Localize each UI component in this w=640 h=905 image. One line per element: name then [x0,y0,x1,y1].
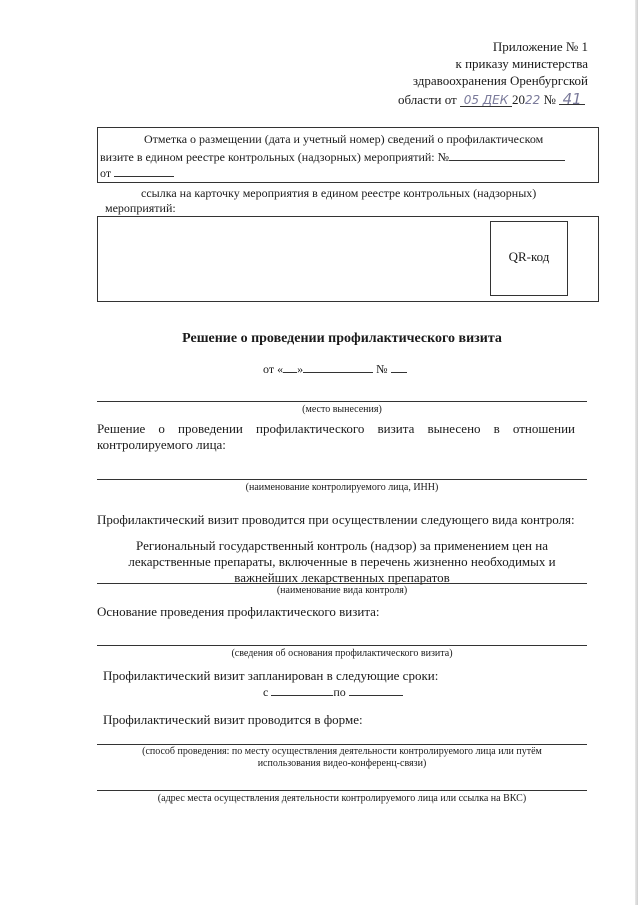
link-line-1: ссылка на карточку мероприятия в едином реестре контрольных (надзорных) [141,186,537,200]
document-title: Решение о проведении профилактического визита [182,331,502,346]
appendix-ministry-line: здравоохранения Оренбургской [412,73,588,88]
control-type-line-1: Региональный государственный контроль (надзор) за применением цен на [136,538,548,553]
day-field[interactable] [283,360,297,373]
registry-line-2-text: визите в едином реестре контрольных (надзорных) мероприятий: № [100,150,450,164]
form-line[interactable] [97,744,587,745]
date-prefix: от « [263,362,284,376]
schedule-label: Профилактический визит запланирован в следующие сроки: [103,668,439,683]
address-caption: (адрес места осуществления деятельности контролируемого лица или ссылка на ВКС) [157,793,527,804]
controlled-person-caption: (наименование контролируемого лица, ИНН) [245,482,439,493]
date-quote-close: » [297,362,304,376]
appendix-date-prefix: области от [398,92,457,107]
appendix-date-field [460,92,512,107]
decision-text-line-1: Решение о проведении профилактического визита вынесено в отношении [97,421,575,436]
address-line[interactable] [97,790,587,791]
form-caption-line-2: использования видео-конференц-связи) [257,758,427,769]
form-label: Профилактический визит проводится в форме: [103,712,363,727]
qr-code-label: QR-код [508,249,550,264]
schedule-row [263,683,403,700]
month-year-field[interactable] [303,360,373,373]
place-caption: (место вынесения) [302,404,382,415]
registry-line-1: Отметка о размещении (дата и учетный номер) сведений о профилактическом [144,132,544,146]
decision-number-label: № [376,362,388,376]
link-box [97,216,599,302]
control-type-line-2: лекарственные препараты, включенные в перечень жизненно необходимых и [128,554,556,569]
decision-number-field[interactable] [391,360,407,373]
control-type-line [97,583,587,584]
registry-line-2 [100,148,565,165]
form-caption-line-1: (способ проведения: по месту осуществления деятельности контролируемого лица или путём [142,746,542,757]
decision-date-row [263,360,407,377]
control-intro: Профилактический визит проводится при осуществлении следующего вида контроля: [97,512,575,527]
registry-date-field[interactable] [114,164,174,177]
registry-line-3 [100,164,174,181]
appendix-year-handwritten: 22 [524,93,541,107]
scan-edge [635,0,638,905]
appendix-title: Приложение № 1 [492,39,588,54]
decision-text-line-2: контролируемого лица: [97,437,226,452]
qr-code-box [490,221,568,296]
control-type-line-3: важнейших лекарственных препаратов [234,570,450,585]
registry-mark-box [97,127,599,183]
schedule-from-field[interactable] [271,683,333,696]
registry-from-label: от [100,166,112,180]
control-type-caption: (наименование вида контроля) [276,585,408,596]
basis-label: Основание проведения профилактического визита: [97,604,380,619]
appendix-year-prefix: 20 [511,92,525,107]
appendix-date-handwritten: 05 ДЕК [463,93,509,107]
link-line-2: мероприятий: [105,201,176,215]
schedule-from-label: с [263,685,269,699]
appendix-number-field [559,90,585,108]
appendix-date-line [398,90,585,108]
place-line[interactable] [97,401,587,402]
appendix-number-label: № [543,92,556,107]
basis-line[interactable] [97,645,587,646]
appendix-number-handwritten: 41 [562,90,582,108]
appendix-order-line: к приказу министерства [455,56,588,71]
schedule-to-label: по [333,685,346,699]
registry-number-field[interactable] [449,148,565,161]
controlled-person-line[interactable] [97,479,587,480]
basis-caption: (сведения об основания профилактического визита) [231,648,453,659]
schedule-to-field[interactable] [349,683,403,696]
